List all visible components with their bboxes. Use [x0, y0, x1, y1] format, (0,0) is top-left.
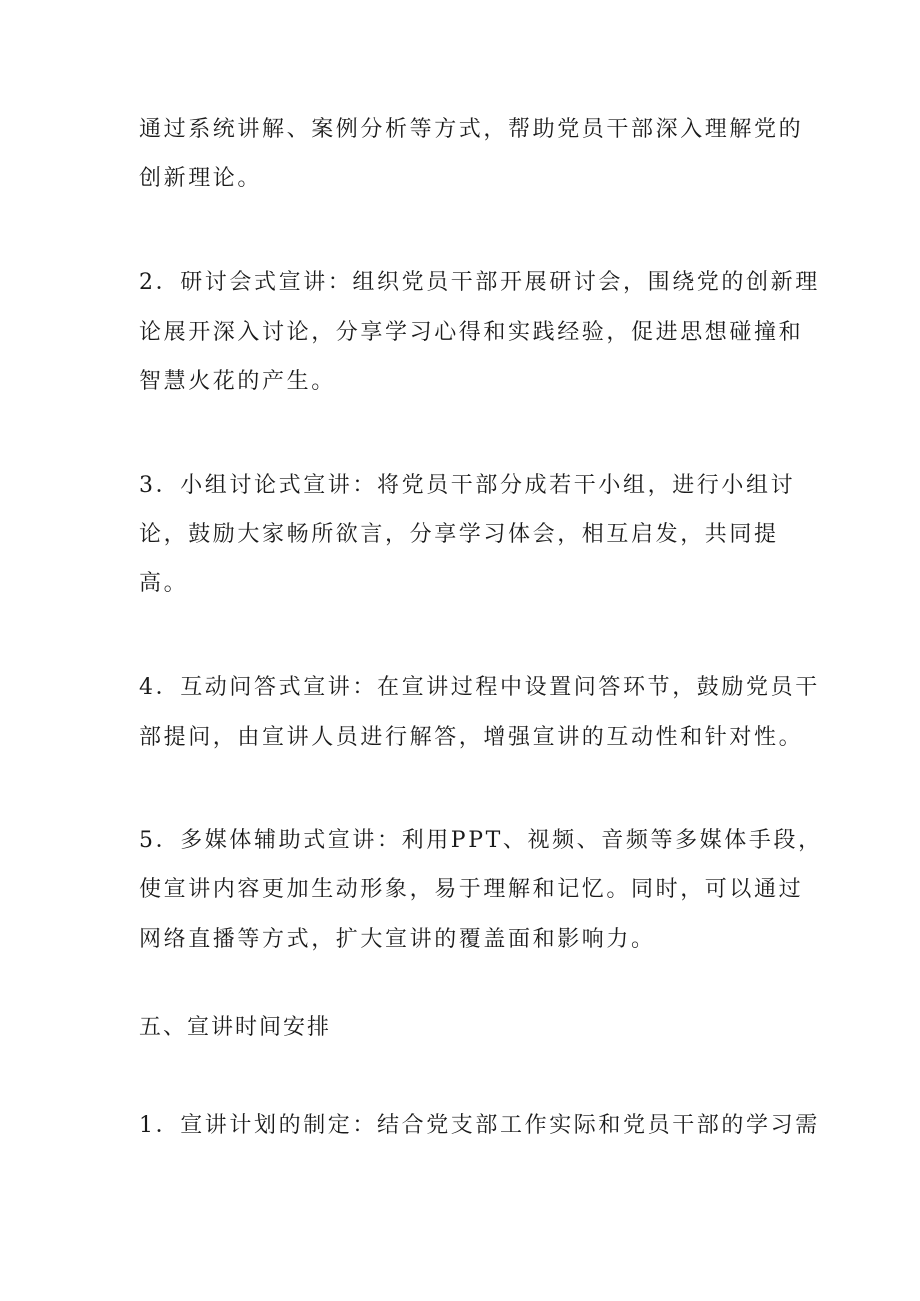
- section-5-item-1-line-1: 1．宣讲计划的制定：结合党支部工作实际和党员干部的学习需: [139, 1113, 820, 1138]
- item-3-line-3: 高。: [139, 571, 189, 596]
- item-2-line-2: 论展开深入讨论，分享学习心得和实践经验，促进思想碰撞和: [139, 320, 804, 345]
- item-2-line-1: 2．研讨会式宣讲：组织党员干部开展研讨会，围绕党的创新理: [139, 270, 820, 295]
- item-4-line-1: 4．互动问答式宣讲：在宣讲过程中设置问答环节，鼓励党员干: [139, 675, 820, 700]
- item-5-line-3: 网络直播等方式，扩大宣讲的覆盖面和影响力。: [139, 927, 656, 952]
- item-5-line-2: 使宣讲内容更加生动形象，易于理解和记忆。同时，可以通过: [139, 877, 804, 902]
- item-3-line-1: 3．小组讨论式宣讲：将党员干部分成若干小组，进行小组讨: [139, 473, 796, 498]
- paragraph-intro-line-1: 通过系统讲解、案例分析等方式，帮助党员干部深入理解党的: [139, 117, 804, 142]
- section-5-heading: 五、宣讲时间安排: [139, 1015, 332, 1040]
- item-2-line-3: 智慧火花的产生。: [139, 369, 336, 394]
- item-3-line-2: 论，鼓励大家畅所欲言，分享学习体会，相互启发，共同提: [139, 522, 779, 547]
- paragraph-intro-line-2: 创新理论。: [139, 166, 263, 191]
- item-5-line-1: 5．多媒体辅助式宣讲：利用PPT、视频、音频等多媒体手段，: [139, 828, 823, 853]
- item-4-line-2: 部提问，由宣讲人员进行解答，增强宣讲的互动性和针对性。: [139, 725, 804, 750]
